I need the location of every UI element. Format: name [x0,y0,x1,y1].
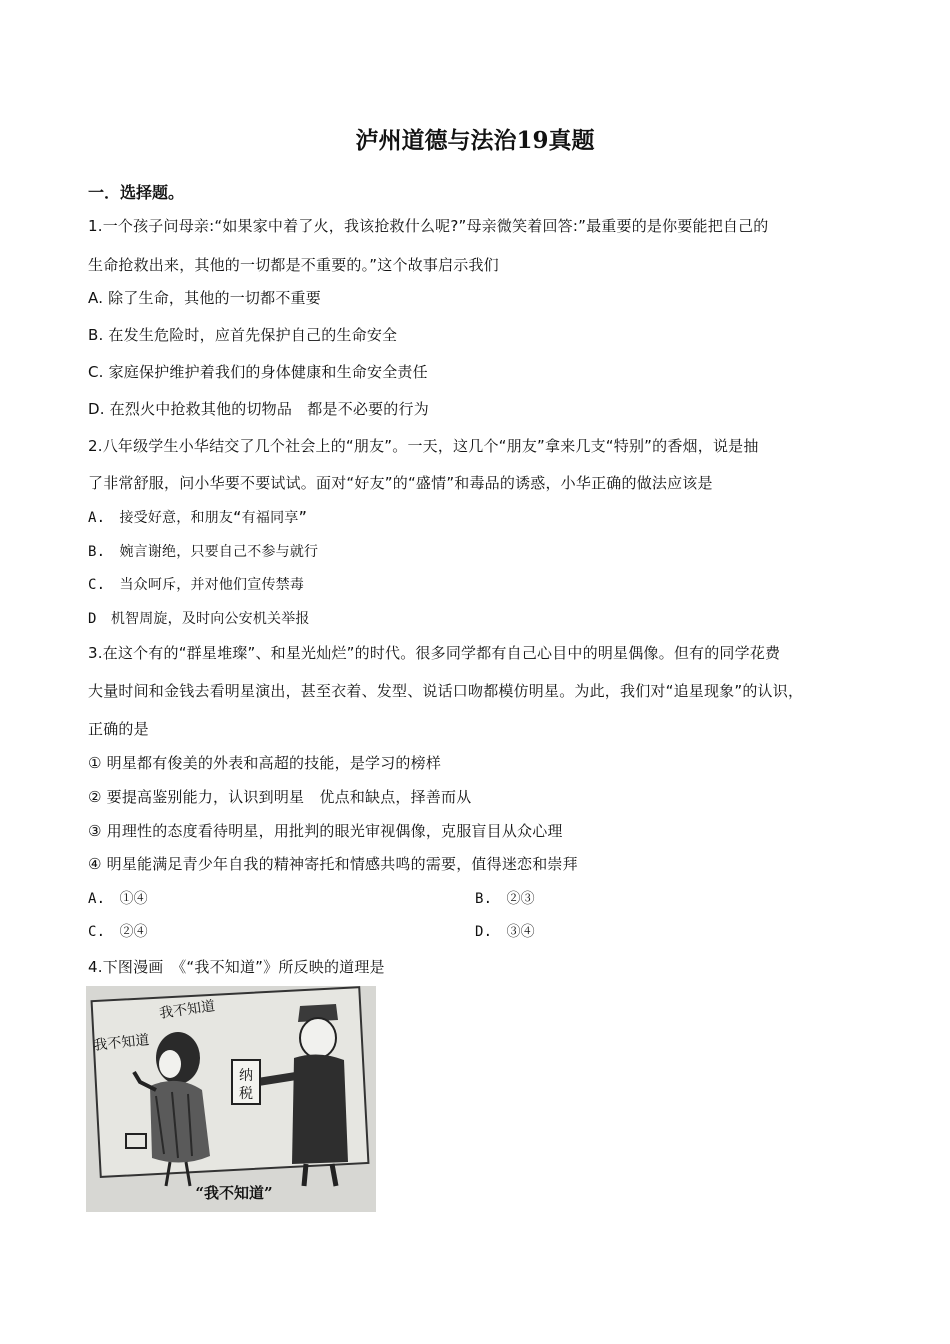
q4-stem: 4.下图漫画 《“我不知道”》所反映的道理是 [88,958,385,976]
q3-option-a: A. ①④ [88,891,148,907]
q1-option-c: C. 家庭保护维护着我们的身体健康和生命安全责任 [88,363,428,381]
q3-statement-2: ② 要提高鉴别能力，认识到明星 优点和缺点，择善而从 [88,788,472,806]
q2-option-b: B. 婉言谢绝，只要自己不参与就行 [88,544,319,560]
q3-statement-3: ③ 用理性的态度看待明星，用批判的眼光审视偶像，克服盲目从众心理 [88,822,563,840]
q2-stem-line-2: 了非常舒服，问小华要不要试试。面对“好友”的“盛情”和毒品的诱惑，小华正确的做法应该是 [88,474,713,492]
q1-stem-line-2: 生命抢救出来，其他的一切都是不重要的。”这个故事启示我们 [88,256,499,274]
q3-option-b: B. ②③ [475,891,535,907]
q1-option-b: B. 在发生危险时，应首先保护自己的生命安全 [88,326,398,344]
q1-stem-line-1: 1.一个孩子问母亲:“如果家中着了火，我该抢救什么呢?”母亲微笑着回答:”最重要的是你要能把自己的 [88,217,769,235]
q3-option-c: C. ②④ [88,924,148,940]
q3-stem-line-2: 大量时间和金钱去看明星演出，甚至衣着、发型、说话口吻都模仿明星。为此，我们对“追星现象”的认识， [88,682,804,700]
q1-option-a: A. 除了生命，其他的一切都不重要 [88,289,321,307]
q2-option-a: A. 接受好意，和朋友“有福同享” [88,510,308,526]
q1-option-d: D. 在烈火中抢救其他的切物品 都是不必要的行为 [88,400,429,418]
q3-stem-line-3: 正确的是 [88,720,149,738]
section-heading: 一．选择题。 [88,183,185,202]
q2-stem-line-1: 2.八年级学生小华结交了几个社会上的“朋友”。一天，这几个“朋友”拿来几支“特别”的香烟，说是抽 [88,437,759,455]
bubble-text-top: 我不知道 [158,998,217,1022]
bubble-text-left: 我不知道 [92,1032,151,1054]
q3-stem-line-1: 3.在这个有的“群星堆璨”、和星光灿烂”的时代。很多同学都有自己心目中的明星偶像。但有的同学花费 [88,644,781,662]
q3-statement-4: ④ 明星能满足青少年自我的精神寄托和情感共鸣的需要，值得迷恋和崇拜 [88,855,578,873]
sign-text-2: 税 [239,1086,253,1102]
q3-statement-1: ① 明星都有俊美的外表和高超的技能，是学习的榜样 [88,754,442,772]
sign-text-1: 纳 [239,1068,253,1084]
page-title: 泸州道德与法治19真题 [355,127,595,154]
q2-option-c: C. 当众呵斥，并对他们宣传禁毒 [88,577,305,593]
cartoon-caption: “我不知道” [195,1184,273,1202]
cartoon-image [86,986,376,1212]
q2-option-d: D 机智周旋，及时向公安机关举报 [88,611,310,627]
q3-option-d: D. ③④ [475,924,535,940]
